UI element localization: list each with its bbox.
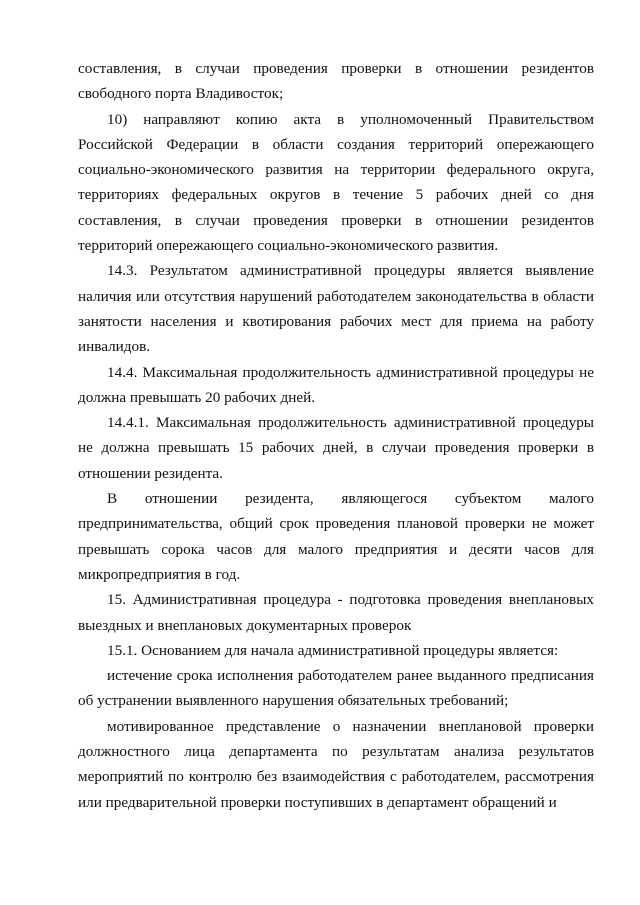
paragraph-6: В отношении резидента, являющегося субъектом малого предпринимательства, общий срок проведения плановой проверки не может превышать сорока часов для малого предприятия и десяти часов для микропредприятия в год.: [78, 490, 594, 583]
paragraph-8: 15.1. Основанием для начала административной процедуры является:: [107, 641, 559, 659]
paragraph-3: 14.3. Результатом административной процедуры является выявление наличия или отсутствия нарушений работодателем законодательства в области занятости населения и квотирования рабочих мест для приема на работу инвалидов.: [78, 262, 594, 356]
paragraph-7: 15. Административная процедура - подготовка проведения внеплановых выездных и внеплановых документарных проверок: [78, 591, 594, 634]
paragraph-1: составления, в случаи проведения проверки в отношении резидентов свободного порта Владивосток;: [78, 60, 594, 103]
paragraph-4: 14.4. Максимальная продолжительность административной процедуры не должна превышать 20 рабочих дней.: [78, 363, 594, 406]
paragraph-2: 10) направляют копию акта в уполномоченный Правительством Российской Федерации в области создания территорий опережающего социально-экономического развития на территории федерального округа, территориях федеральных округов в течение 5 рабочих дней со дня составления, в случаи проведения проверки в отношении резидентов территорий опережающего социально-экономического развития.: [78, 110, 594, 255]
paragraph-5: 14.4.1. Максимальная продолжительность административной процедуры не должна превышать 15 рабочих дней, в случаи проведения проверки в отношении резидента.: [78, 414, 594, 482]
paragraph-10: мотивированное представление о назначении внеплановой проверки должностного лица департамента по результатам анализа результатов мероприятий по контролю без взаимодействия с работодателем, рассмотрения или предварительной проверки поступивших в департамент обращений и: [78, 717, 594, 811]
paragraph-9: истечение срока исполнения работодателем ранее выданного предписания об устранении выявленного нарушения обязательных требований;: [78, 667, 594, 710]
document-page: [78, 56, 594, 815]
